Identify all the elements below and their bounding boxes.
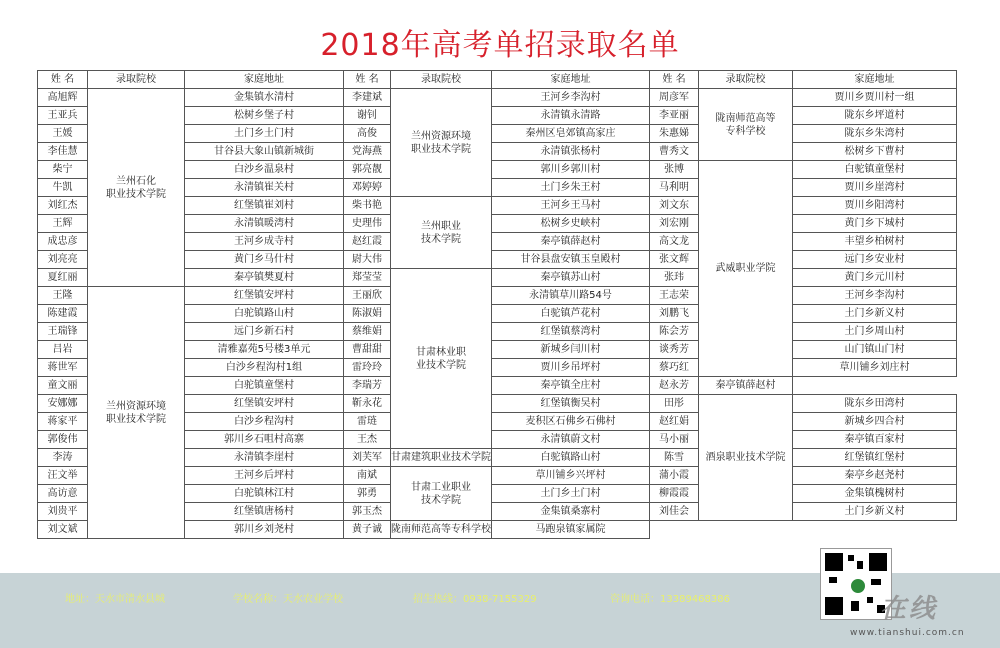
table-row (650, 377, 957, 395)
admitted-school: 酒泉职业技术学院 (699, 395, 793, 521)
home-address: 王河乡王马村 (492, 197, 650, 215)
home-address: 王河乡成寺村 (185, 233, 344, 251)
table-row (38, 485, 344, 503)
student-name: 党海燕 (344, 143, 391, 161)
home-address: 红堡镇安坪村 (185, 287, 344, 305)
header-address: 家庭地址 (793, 71, 957, 89)
table-row (650, 179, 957, 197)
footer-phone: 招生热线：0938-7155329 (413, 594, 537, 605)
table-row (344, 467, 650, 485)
home-address: 草川铺乡兴坪村 (492, 467, 650, 485)
table-header-row (38, 71, 344, 89)
home-address: 松树乡史峡村 (492, 215, 650, 233)
home-address: 秦亭镇薛赵村 (492, 233, 650, 251)
student-name: 王杰 (344, 431, 391, 449)
table-row (344, 449, 650, 467)
table-row (650, 467, 957, 485)
table-row (650, 323, 957, 341)
student-name: 李佳慧 (38, 143, 88, 161)
table-row (38, 215, 344, 233)
student-name: 雷玲玲 (344, 359, 391, 377)
student-name: 王隆 (38, 287, 88, 305)
home-address: 贾川乡吊坪村 (492, 359, 650, 377)
student-name: 蒋家平 (38, 413, 88, 431)
table-row (344, 341, 650, 359)
student-name: 郭亮靓 (344, 161, 391, 179)
table-row (650, 341, 957, 359)
home-address: 丰望乡柏树村 (793, 233, 957, 251)
student-name: 郭俊伟 (38, 431, 88, 449)
table-row (650, 287, 957, 305)
table-row (650, 359, 957, 377)
admitted-school: 武威职业学院 (699, 161, 793, 377)
student-name: 王志荣 (650, 287, 699, 305)
table-row (38, 503, 344, 521)
home-address: 红堡镇衡吴村 (492, 395, 650, 413)
student-name: 刘佳会 (650, 503, 699, 521)
home-address: 永清镇崔关村 (185, 179, 344, 197)
student-name: 蒋世军 (38, 359, 88, 377)
student-name: 柴宁 (38, 161, 88, 179)
roster-table-2 (343, 70, 650, 539)
home-address: 红堡镇蔡湾村 (492, 323, 650, 341)
home-address: 红堡镇唐杨村 (185, 503, 344, 521)
table-row (38, 179, 344, 197)
home-address: 松树乡堡子村 (185, 107, 344, 125)
home-address: 红堡镇崔刘村 (185, 197, 344, 215)
table-row (650, 197, 957, 215)
table-row (650, 395, 957, 413)
student-name: 史理伟 (344, 215, 391, 233)
home-address: 土门乡土门村 (492, 485, 650, 503)
home-address: 土门乡土门村 (185, 125, 344, 143)
home-address: 新城乡闫川村 (492, 341, 650, 359)
home-address: 永清镇李崖村 (185, 449, 344, 467)
student-name: 成忠彦 (38, 233, 88, 251)
table-row (38, 449, 344, 467)
table-row (650, 503, 957, 521)
home-address: 永清镇草川路54号 (492, 287, 650, 305)
table-row (650, 251, 957, 269)
qr-logo-icon (849, 577, 867, 595)
header-address: 家庭地址 (492, 71, 650, 89)
home-address: 陇东乡田湾村 (793, 395, 957, 413)
home-address: 白驼镇路山村 (185, 305, 344, 323)
home-address: 土门乡新义村 (793, 503, 957, 521)
table-row (344, 503, 650, 521)
table-row (344, 521, 650, 539)
home-address: 甘谷县大象山镇新城街 (185, 143, 344, 161)
student-name: 李瑞芳 (344, 377, 391, 395)
student-name: 曹甜甜 (344, 341, 391, 359)
home-address: 土门乡新义村 (793, 305, 957, 323)
table-row (344, 89, 650, 107)
table-row (38, 197, 344, 215)
home-address: 红堡镇红堡村 (793, 449, 957, 467)
table-row (38, 341, 344, 359)
table-row (650, 125, 957, 143)
student-name: 王丽欣 (344, 287, 391, 305)
table-row (650, 161, 957, 179)
admitted-school: 陇南师范高等专科学校 (391, 521, 492, 539)
table-row (344, 107, 650, 125)
footer-mobile: 咨询电话：13389468386 (610, 594, 730, 605)
student-name: 张玮 (650, 269, 699, 287)
student-name: 李亚丽 (650, 107, 699, 125)
home-address: 王河乡李沟村 (793, 287, 957, 305)
student-name: 刘红杰 (38, 197, 88, 215)
home-address: 秦亭镇薛赵村 (699, 377, 793, 395)
home-address: 白驼镇童堡村 (793, 161, 957, 179)
admitted-school: 兰州职业 技术学院 (391, 197, 492, 269)
student-name: 刘鹏飞 (650, 305, 699, 323)
watermark-url: www.tianshui.com.cn (850, 628, 965, 638)
home-address: 贾川乡贾川村一组 (793, 89, 957, 107)
table-row (344, 197, 650, 215)
home-address: 马跑泉镇家属院 (492, 521, 650, 539)
student-name: 高俊 (344, 125, 391, 143)
home-address: 新城乡四合村 (793, 413, 957, 431)
table-row (38, 161, 344, 179)
table-row (38, 395, 344, 413)
table-row (38, 467, 344, 485)
student-name: 王辉 (38, 215, 88, 233)
student-name: 郭勇 (344, 485, 391, 503)
table-header-row (650, 71, 957, 89)
student-name: 田彤 (650, 395, 699, 413)
student-name: 刘亮亮 (38, 251, 88, 269)
table-row (650, 413, 957, 431)
student-name: 郭玉杰 (344, 503, 391, 521)
page-title: 2018年高考单招录取名单 (320, 28, 680, 63)
table-row (344, 377, 650, 395)
home-address: 金集镇槐树村 (793, 485, 957, 503)
table-row (650, 305, 957, 323)
table-row (650, 143, 957, 161)
home-address: 秦州区皂郊镇高家庄 (492, 125, 650, 143)
table-row (650, 107, 957, 125)
table-row (344, 323, 650, 341)
student-name: 雷琏 (344, 413, 391, 431)
home-address: 王河乡后坪村 (185, 467, 344, 485)
table-row (38, 323, 344, 341)
home-address: 白驼镇路山村 (492, 449, 650, 467)
student-name: 吕岩 (38, 341, 88, 359)
home-address: 白驼镇童堡村 (185, 377, 344, 395)
student-name: 谢钊 (344, 107, 391, 125)
table-row (650, 233, 957, 251)
student-name: 蒲小霞 (650, 467, 699, 485)
home-address: 秦亭镇樊夏村 (185, 269, 344, 287)
student-name: 李涛 (38, 449, 88, 467)
student-name: 张文辉 (650, 251, 699, 269)
table-row (650, 485, 957, 503)
header-school: 录取院校 (391, 71, 492, 89)
home-address: 永清镇张杨村 (492, 143, 650, 161)
student-name: 高访意 (38, 485, 88, 503)
home-address: 陇东乡坪道村 (793, 107, 957, 125)
footer-bar (0, 573, 1000, 648)
home-address: 甘谷县盘安镇玉皇殿村 (492, 251, 650, 269)
table-row (38, 521, 344, 539)
student-name: 李建斌 (344, 89, 391, 107)
student-name: 王瑞锋 (38, 323, 88, 341)
table-row (344, 359, 650, 377)
header-school: 录取院校 (699, 71, 793, 89)
table-row (38, 251, 344, 269)
student-name: 汪文举 (38, 467, 88, 485)
home-address: 土门乡周山村 (793, 323, 957, 341)
table-row (38, 107, 344, 125)
student-name: 童文丽 (38, 377, 88, 395)
home-address: 秦亭镇百家村 (793, 431, 957, 449)
table-row (344, 233, 650, 251)
home-address: 白驼镇林江村 (185, 485, 344, 503)
table-row (650, 215, 957, 233)
student-name: 王亚兵 (38, 107, 88, 125)
contact-info (0, 590, 800, 606)
table-row (38, 431, 344, 449)
home-address: 白沙乡程沟村 (185, 413, 344, 431)
table-row (650, 269, 957, 287)
roster-table-1 (37, 70, 344, 539)
student-name: 马利明 (650, 179, 699, 197)
home-address: 金集镇水清村 (185, 89, 344, 107)
table-row (650, 431, 957, 449)
home-address: 松树乡下曹村 (793, 143, 957, 161)
table-row (344, 161, 650, 179)
student-name: 夏红丽 (38, 269, 88, 287)
admitted-school: 陇南师范高等 专科学校 (699, 89, 793, 161)
home-address: 永清镇蔚文村 (492, 431, 650, 449)
home-address: 陇东乡朱湾村 (793, 125, 957, 143)
student-name: 黄子诚 (344, 521, 391, 539)
table-row (344, 431, 650, 449)
home-address: 土门乡朱王村 (492, 179, 650, 197)
student-name: 刘文斌 (38, 521, 88, 539)
table-row (344, 179, 650, 197)
table-row (38, 125, 344, 143)
student-name: 周彦军 (650, 89, 699, 107)
home-address: 草川铺乡刘庄村 (793, 359, 957, 377)
home-address: 金集镇桑寨村 (492, 503, 650, 521)
student-name: 刘文东 (650, 197, 699, 215)
admitted-school: 兰州资源环境 职业技术学院 (391, 89, 492, 197)
student-name: 张博 (650, 161, 699, 179)
student-name: 赵永芳 (650, 377, 699, 395)
admitted-school: 兰州石化 职业技术学院 (88, 89, 185, 287)
table-row (38, 287, 344, 305)
roster-table-3 (649, 70, 957, 521)
student-name: 赵红霞 (344, 233, 391, 251)
table-row (38, 269, 344, 287)
admitted-school: 兰州资源环境 职业技术学院 (88, 287, 185, 539)
table-row (344, 215, 650, 233)
header-address: 家庭地址 (185, 71, 344, 89)
table-header-row (344, 71, 650, 89)
table-row (38, 377, 344, 395)
student-name: 蔡维娟 (344, 323, 391, 341)
table-row (344, 485, 650, 503)
student-name: 刘芙军 (344, 449, 391, 467)
student-name: 南斌 (344, 467, 391, 485)
student-name: 郑莹莹 (344, 269, 391, 287)
home-address: 秦亭镇全庄村 (492, 377, 650, 395)
home-address: 郭川乡郭川村 (492, 161, 650, 179)
home-address: 永清镇暖湾村 (185, 215, 344, 233)
admitted-school: 甘肃林业职 业技术学院 (391, 269, 492, 449)
table-row (38, 143, 344, 161)
student-name: 陈雪 (650, 449, 699, 467)
student-name: 陈建霞 (38, 305, 88, 323)
student-name: 赵红娟 (650, 413, 699, 431)
footer-school-name: 学校名称：天水农业学校 (233, 594, 343, 605)
student-name: 柴书艳 (344, 197, 391, 215)
student-name: 陈会芳 (650, 323, 699, 341)
table-row (344, 125, 650, 143)
home-address: 清雅嘉苑5号楼3单元 (185, 341, 344, 359)
admitted-school: 甘肃工业职业 技术学院 (391, 467, 492, 521)
home-address: 远门乡安业村 (793, 251, 957, 269)
student-name: 刘贵平 (38, 503, 88, 521)
header-name: 姓 名 (650, 71, 699, 89)
home-address: 远门乡新石村 (185, 323, 344, 341)
student-name: 谈秀芳 (650, 341, 699, 359)
student-name: 邓婷婷 (344, 179, 391, 197)
table-row (650, 89, 957, 107)
home-address: 白沙乡温泉村 (185, 161, 344, 179)
table-row (38, 89, 344, 107)
student-name: 安娜娜 (38, 395, 88, 413)
table-row (38, 233, 344, 251)
home-address: 红堡镇安坪村 (185, 395, 344, 413)
table-row (344, 305, 650, 323)
home-address: 麦积区石佛乡石佛村 (492, 413, 650, 431)
home-address: 山门镇山门村 (793, 341, 957, 359)
home-address: 郭川乡刘尧村 (185, 521, 344, 539)
home-address: 白沙乡程沟村1组 (185, 359, 344, 377)
home-address: 郭川乡石咀村高寨 (185, 431, 344, 449)
student-name: 高文龙 (650, 233, 699, 251)
home-address: 贾川乡崖湾村 (793, 179, 957, 197)
footer-address: 地址：天水市清水县城 (65, 594, 165, 605)
table-row (344, 287, 650, 305)
student-name: 靳永花 (344, 395, 391, 413)
table-row (344, 143, 650, 161)
student-name: 朱惠娣 (650, 125, 699, 143)
home-address: 秦亭乡赵尧村 (793, 467, 957, 485)
student-name: 蔡巧红 (650, 359, 699, 377)
student-name: 尉大伟 (344, 251, 391, 269)
home-address: 贾川乡阳湾村 (793, 197, 957, 215)
home-address: 黄门乡元川村 (793, 269, 957, 287)
home-address: 黄门乡下城村 (793, 215, 957, 233)
student-name: 高旭辉 (38, 89, 88, 107)
table-row (344, 395, 650, 413)
student-name: 马小丽 (650, 431, 699, 449)
student-name: 刘宏刚 (650, 215, 699, 233)
home-address: 永清镇永清路 (492, 107, 650, 125)
watermark-text: 在线 (880, 594, 939, 624)
header-name: 姓 名 (38, 71, 88, 89)
table-row (38, 305, 344, 323)
student-name: 曹秀文 (650, 143, 699, 161)
table-row (344, 269, 650, 287)
home-address: 白驼镇芦花村 (492, 305, 650, 323)
home-address: 王河乡李沟村 (492, 89, 650, 107)
admitted-school: 甘肃建筑职业技术学院 (391, 449, 492, 467)
home-address: 黄门乡马什村 (185, 251, 344, 269)
home-address: 秦亭镇苏山村 (492, 269, 650, 287)
student-name: 柳霞霞 (650, 485, 699, 503)
table-row (38, 359, 344, 377)
header-name: 姓 名 (344, 71, 391, 89)
table-row (650, 449, 957, 467)
header-school: 录取院校 (88, 71, 185, 89)
table-row (344, 251, 650, 269)
student-name: 陈淑娟 (344, 305, 391, 323)
student-name: 牛凯 (38, 179, 88, 197)
table-row (344, 413, 650, 431)
table-row (38, 413, 344, 431)
student-name: 王媛 (38, 125, 88, 143)
